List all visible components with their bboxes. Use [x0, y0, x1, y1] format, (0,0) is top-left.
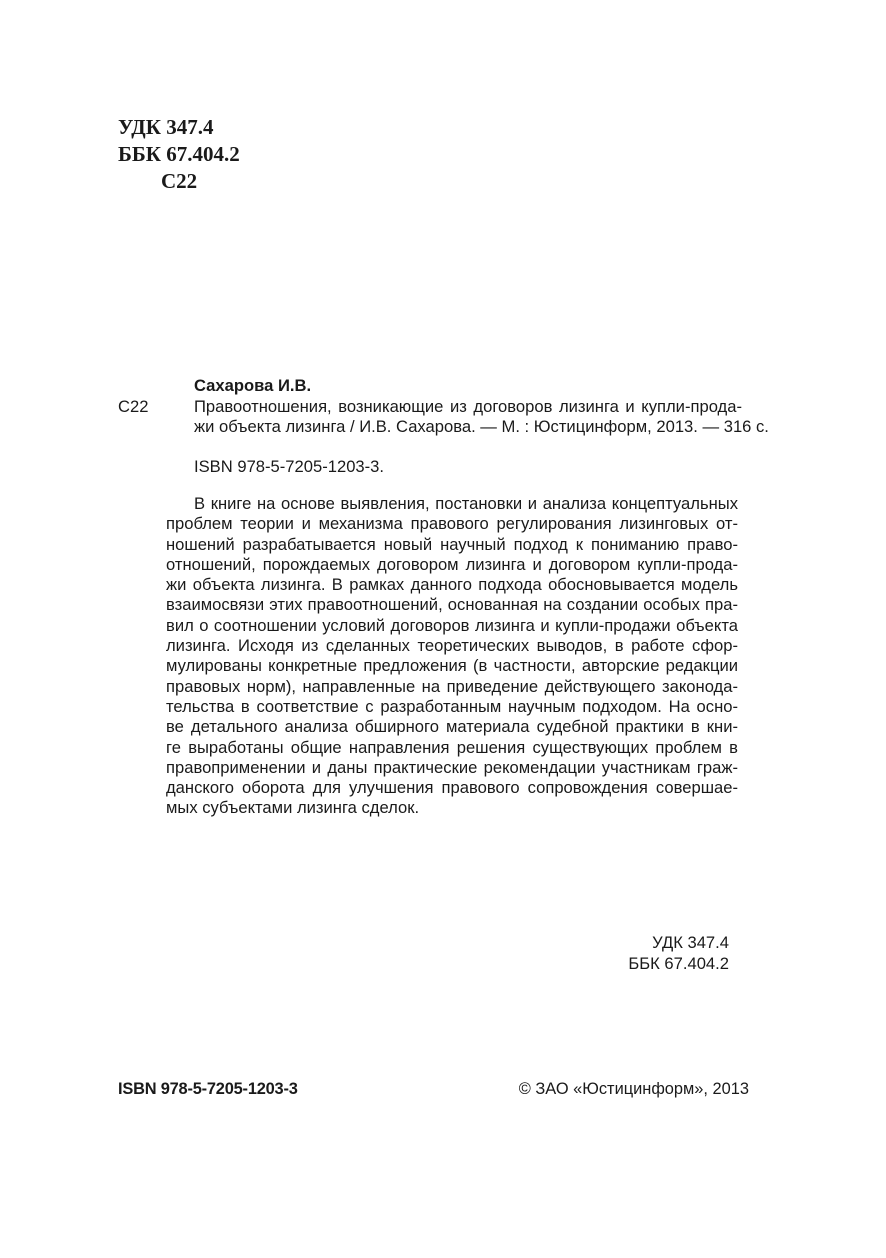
abstract-line: В книге на основе выявления, постановки и анализа концептуальных	[194, 494, 738, 513]
abstract-line: правоприменении и даны практические рекомендации участникам граж-	[166, 757, 738, 777]
abstract-line: жи объекта лизинга. В рамках данного подхода обосновывается модель	[166, 575, 738, 595]
author-mark: С22	[161, 169, 198, 193]
abstract-line: отношений, порождаемых договором лизинга и договором купли-прода-	[166, 554, 738, 574]
abstract-line: ношений разрабатывается новый научный подход к пониманию право-	[166, 534, 738, 554]
abstract-line: тельства в соответствие с разработанным научным подходом. На осно-	[166, 696, 738, 716]
footer-isbn: ISBN 978-5-7205-1203-3	[118, 1080, 298, 1098]
classification-codes-bottom	[628, 932, 729, 974]
bbk-code: ББК 67.404.2	[118, 142, 240, 166]
copyright-notice: © ЗАО «Юстицинформ», 2013	[518, 1080, 749, 1098]
abstract-line: ге выработаны общие направления решения существующих проблем в	[166, 737, 738, 757]
classification-codes-top	[118, 114, 240, 195]
bbk-code-bottom: ББК 67.404.2	[628, 954, 729, 973]
entry-author: Сахарова И.В.	[194, 376, 312, 395]
abstract-line: взаимосвязи этих правоотношений, основанная на создании особых пра-	[166, 595, 738, 615]
abstract-line: мулированы конкретные предложения (в частности, авторские редакции	[166, 656, 738, 676]
abstract-line: данского оборота для улучшения правового сопровождения совершае-	[166, 778, 738, 798]
abstract-line: мых субъектами лизинга сделок.	[166, 798, 420, 818]
entry-title	[194, 397, 769, 437]
abstract-line: вил о соотношении условий договоров лизинга и купли-продажи объекта	[166, 615, 738, 635]
abstract-line: правовых норм), направленные на приведение действующего законода-	[166, 676, 738, 696]
entry-author-mark: С22	[118, 397, 149, 416]
abstract-line: лизинга. Исходя из сделанных теоретических выводов, в работе сфор-	[166, 636, 738, 656]
abstract-line: проблем теории и механизма правового регулирования лизинговых от-	[166, 514, 738, 534]
entry-title-line: Правоотношения, возникающие из договоров лизинга и купли-прода-	[194, 397, 742, 416]
udk-code: УДК 347.4	[118, 115, 214, 139]
abstract-line: ве детального анализа обширного материала судебной практики в кни-	[166, 717, 738, 737]
entry-title-line: жи объекта лизинга / И.В. Сахарова. — М. : Юстицинформ, 2013. — 316 с.	[194, 417, 769, 437]
abstract-paragraph	[166, 494, 738, 819]
udk-code-bottom: УДК 347.4	[652, 933, 729, 952]
entry-isbn: ISBN 978-5-7205-1203-3.	[194, 457, 385, 476]
